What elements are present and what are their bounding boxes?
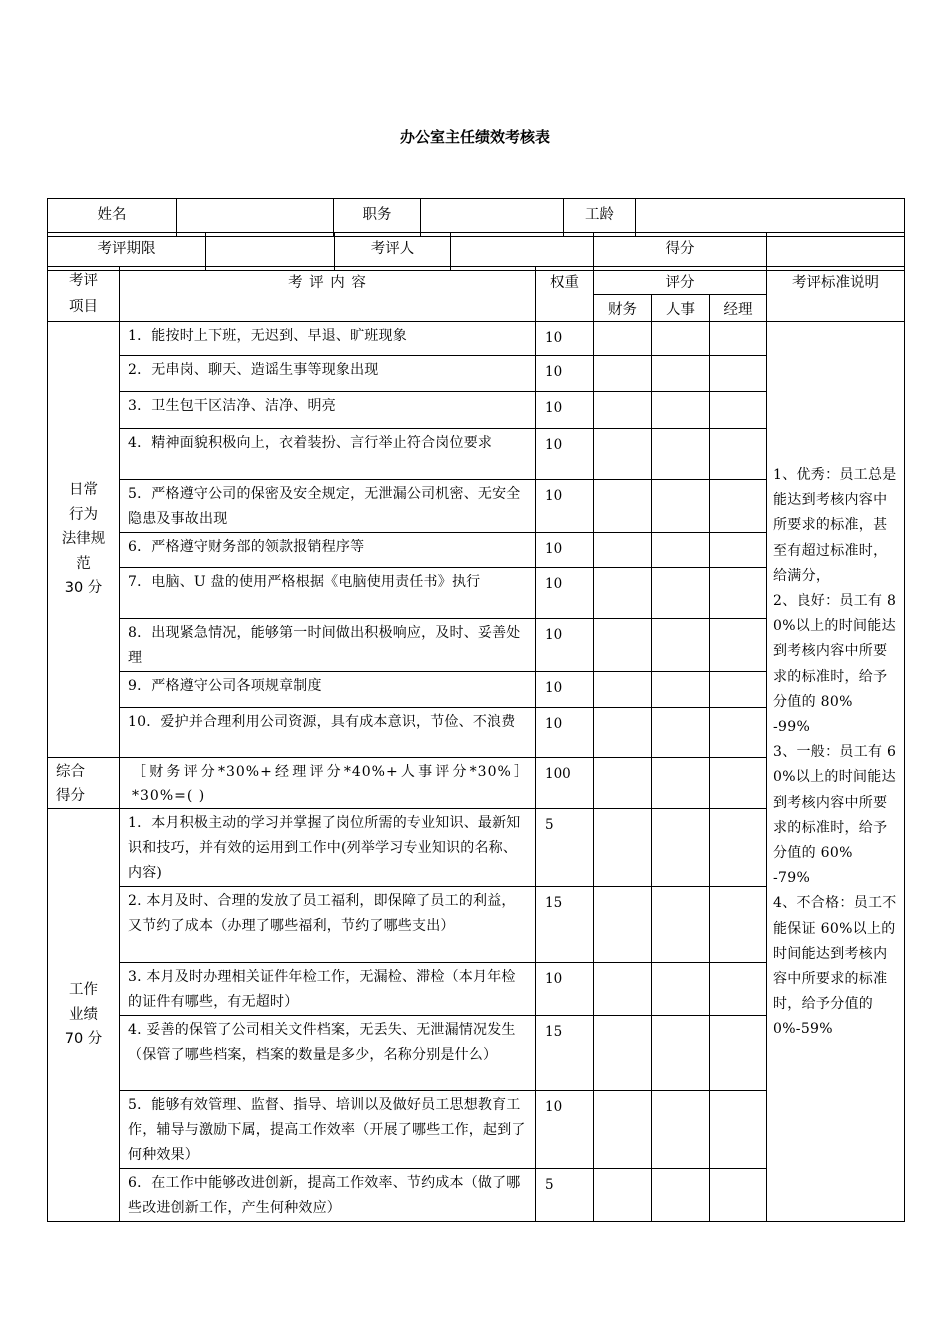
item-weight: 15	[536, 1016, 594, 1091]
item-text: 6．严格遵守财务部的领款报销程序等	[120, 533, 536, 568]
section1-label: 日常 行为 法律规 范 30 分	[48, 322, 120, 758]
item-text: 10．爱护并合理利用公司资源，具有成本意识，节俭、不浪费	[120, 708, 536, 758]
evaluation-table	[47, 266, 905, 1222]
finance-score-cell[interactable]	[594, 1016, 652, 1091]
item-text: 5．严格遵守公司的保密及安全规定，无泄漏公司机密、无安全隐患及事故出现	[120, 480, 536, 533]
manager-score-cell[interactable]	[710, 619, 767, 672]
item-text: 6．在工作中能够改进创新，提高工作效率、节约成本（做了哪些改进创新工作，产生何种效应）	[120, 1169, 536, 1222]
item-text: 2．无串岗、聊天、造谣生事等现象出现	[120, 356, 536, 392]
finance-score-cell[interactable]	[594, 708, 652, 758]
name-label: 姓名	[48, 199, 177, 237]
hr-score-cell[interactable]	[652, 429, 710, 480]
period-label: 考评期限	[48, 233, 206, 271]
standard-description: 1、优秀：员工总是能达到考核内容中所要求的标准，甚至有超过标准时，给满分， 2、良好：员工有 80%以上的时间能达到考核内容中所要求的标准时，给予分值的 80% -99% 3、一般：员工有 60%以上的时间能达到考核内容中所要求的标准时，给予分值的 60% -79% 4、不合格：员工不能保证 60%以上的时间能达到考核内容中所要求的标准时，给予分值的 0%-59%	[767, 322, 905, 1222]
item-weight: 10	[536, 322, 594, 356]
manager-score-cell[interactable]	[710, 887, 767, 963]
manager-score-cell[interactable]	[710, 708, 767, 758]
item-weight: 10	[536, 619, 594, 672]
summary-formula: ［财务评分*30%+经理评分*40%+人事评分*30%］*30%=( )	[120, 758, 536, 809]
manager-score-cell[interactable]	[710, 963, 767, 1016]
hr-score-cell[interactable]	[652, 672, 710, 708]
item-weight: 10	[536, 708, 594, 758]
score-label: 得分	[594, 233, 767, 271]
finance-score-cell[interactable]	[594, 392, 652, 429]
name-field[interactable]	[177, 199, 334, 237]
manager-score-cell[interactable]	[710, 429, 767, 480]
item-weight: 10	[536, 392, 594, 429]
hr-score-cell[interactable]	[652, 887, 710, 963]
hr-score-cell[interactable]	[652, 963, 710, 1016]
summary-label: 综合 得分	[48, 758, 120, 809]
finance-score-cell[interactable]	[594, 1169, 652, 1222]
finance-score-cell[interactable]	[594, 1091, 652, 1169]
item-text: 2. 本月及时、合理的发放了员工福利，即保障了员工的利益，又节约了成本（办理了哪些福利，节约了哪些支出）	[120, 887, 536, 963]
score-field[interactable]	[767, 233, 905, 271]
evaluator-label: 考评人	[335, 233, 451, 271]
item-weight: 10	[536, 480, 594, 533]
table-row	[48, 322, 905, 356]
item-text: 3. 本月及时办理相关证件年检工作，无漏检、滞检（本月年检的证件有哪些，有无超时）	[120, 963, 536, 1016]
finance-score-cell[interactable]	[594, 568, 652, 619]
evaluator-field[interactable]	[451, 233, 594, 271]
rating-header: 评分	[594, 267, 767, 295]
summary-weight: 100	[536, 758, 594, 809]
finance-header: 财务	[594, 295, 652, 322]
seniority-label: 工龄	[564, 199, 636, 237]
content-header: 考 评 内 容	[120, 267, 536, 322]
page-title: 办公室主任绩效考核表	[399, 128, 550, 146]
finance-score-cell[interactable]	[594, 887, 652, 963]
finance-score-cell[interactable]	[594, 672, 652, 708]
hr-score-cell[interactable]	[652, 533, 710, 568]
manager-score-cell[interactable]	[710, 568, 767, 619]
section2-label: 工作 业绩 70 分	[48, 809, 120, 1222]
hr-score-cell[interactable]	[652, 1016, 710, 1091]
manager-header: 经理	[710, 295, 767, 322]
item-text: 1．本月积极主动的学习并掌握了岗位所需的专业知识、最新知识和技巧，并有效的运用到工作中(列举学习专业知识的名称、内容)	[120, 809, 536, 887]
item-weight: 15	[536, 887, 594, 963]
manager-score-cell[interactable]	[710, 1091, 767, 1169]
manager-score-cell[interactable]	[710, 758, 767, 809]
manager-score-cell[interactable]	[710, 1169, 767, 1222]
finance-score-cell[interactable]	[594, 619, 652, 672]
finance-score-cell[interactable]	[594, 533, 652, 568]
item-weight: 10	[536, 356, 594, 392]
item-text: 3．卫生包干区洁净、洁净、明亮	[120, 392, 536, 429]
hr-score-cell[interactable]	[652, 708, 710, 758]
period-field[interactable]	[206, 233, 335, 271]
finance-score-cell[interactable]	[594, 809, 652, 887]
finance-score-cell[interactable]	[594, 429, 652, 480]
item-weight: 10	[536, 533, 594, 568]
manager-score-cell[interactable]	[710, 1016, 767, 1091]
item-weight: 10	[536, 1091, 594, 1169]
hr-score-cell[interactable]	[652, 1091, 710, 1169]
hr-score-cell[interactable]	[652, 480, 710, 533]
manager-score-cell[interactable]	[710, 392, 767, 429]
manager-score-cell[interactable]	[710, 356, 767, 392]
item-weight: 10	[536, 568, 594, 619]
manager-score-cell[interactable]	[710, 480, 767, 533]
item-weight: 5	[536, 809, 594, 887]
hr-score-cell[interactable]	[652, 568, 710, 619]
item-text: 7．电脑、U 盘的使用严格根据《电脑使用责任书》执行	[120, 568, 536, 619]
position-label: 职务	[334, 199, 421, 237]
category-header: 考评 项目	[48, 267, 120, 322]
weight-header: 权重	[536, 267, 594, 322]
item-weight: 10	[536, 672, 594, 708]
manager-score-cell[interactable]	[710, 672, 767, 708]
hr-score-cell[interactable]	[652, 758, 710, 809]
item-text: 1．能按时上下班，无迟到、早退、旷班现象	[120, 322, 536, 356]
item-text: 8．出现紧急情况，能够第一时间做出积极响应，及时、妥善处理	[120, 619, 536, 672]
item-weight: 10	[536, 963, 594, 1016]
finance-score-cell[interactable]	[594, 356, 652, 392]
item-text: 5．能够有效管理、监督、指导、培训以及做好员工思想教育工作，辅导与激励下属，提高工作效率（开展了哪些工作，起到了何种效果）	[120, 1091, 536, 1169]
hr-header: 人事	[652, 295, 710, 322]
seniority-field[interactable]	[636, 199, 905, 237]
hr-score-cell[interactable]	[652, 1169, 710, 1222]
item-text: 4. 妥善的保管了公司相关文件档案，无丢失、无泄漏情况发生（保管了哪些档案，档案的数量是多少，名称分别是什么）	[120, 1016, 536, 1091]
item-weight: 5	[536, 1169, 594, 1222]
position-field[interactable]	[421, 199, 564, 237]
hr-score-cell[interactable]	[652, 356, 710, 392]
manager-score-cell[interactable]	[710, 533, 767, 568]
finance-score-cell[interactable]	[594, 322, 652, 356]
finance-score-cell[interactable]	[594, 963, 652, 1016]
item-weight: 10	[536, 429, 594, 480]
hr-score-cell[interactable]	[652, 322, 710, 356]
item-text: 4．精神面貌积极向上，衣着装扮、言行举止符合岗位要求	[120, 429, 536, 480]
manager-score-cell[interactable]	[710, 322, 767, 356]
finance-score-cell[interactable]	[594, 480, 652, 533]
finance-score-cell[interactable]	[594, 758, 652, 809]
hr-score-cell[interactable]	[652, 392, 710, 429]
standard-header: 考评标准说明	[767, 267, 905, 322]
hr-score-cell[interactable]	[652, 619, 710, 672]
manager-score-cell[interactable]	[710, 809, 767, 887]
hr-score-cell[interactable]	[652, 809, 710, 887]
item-text: 9．严格遵守公司各项规章制度	[120, 672, 536, 708]
